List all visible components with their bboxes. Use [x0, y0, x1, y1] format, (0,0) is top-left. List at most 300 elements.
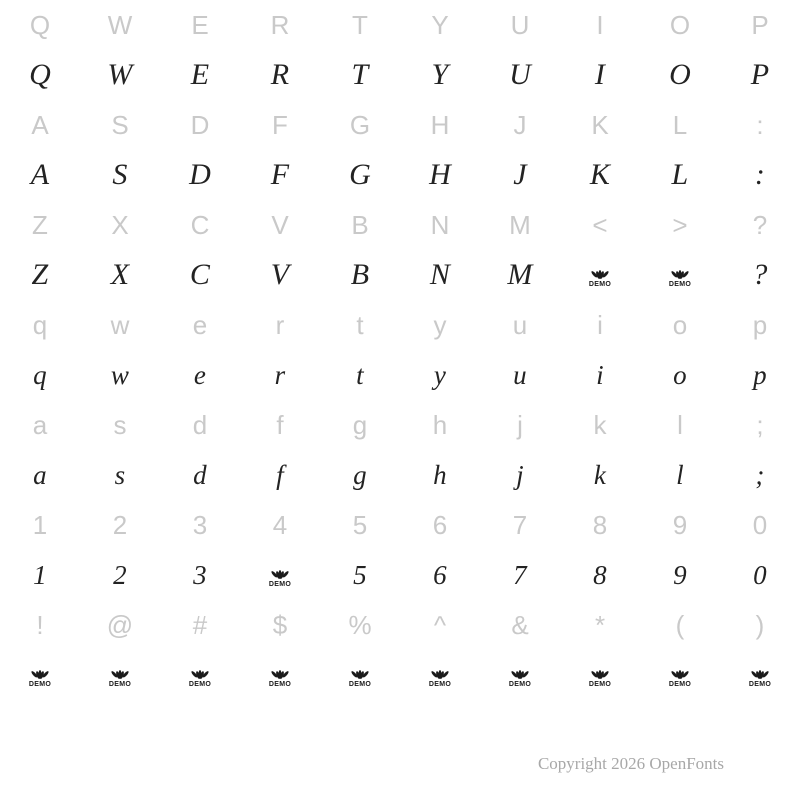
key-label	[640, 600, 720, 650]
glyph-char: I	[594, 58, 606, 91]
glyph-char: F	[270, 158, 290, 191]
demo-locked-glyph	[560, 650, 640, 700]
key-char: W	[107, 10, 133, 40]
demo-word: DEMO	[268, 581, 292, 588]
key-label	[480, 100, 560, 150]
key-char: 5	[352, 510, 368, 540]
glyph-char: E	[190, 58, 210, 91]
key-label	[240, 300, 320, 350]
glyph-sample	[400, 150, 480, 200]
key-label	[720, 400, 800, 450]
glyph-char: a	[33, 459, 47, 490]
key-label	[0, 200, 80, 250]
demo-word: DEMO	[748, 681, 772, 688]
glyph-char: ;	[755, 459, 765, 490]
key-char: >	[672, 210, 688, 240]
key-label	[400, 0, 480, 50]
key-char: y	[433, 310, 447, 340]
demo-ornament-icon	[583, 662, 617, 688]
demo-locked-glyph	[560, 250, 640, 300]
key-label	[480, 600, 560, 650]
key-label	[320, 0, 400, 50]
glyph-char: w	[110, 359, 130, 390]
key-char: )	[755, 610, 765, 640]
key-label	[240, 500, 320, 550]
glyph-char: Q	[29, 58, 51, 91]
glyph-sample	[720, 450, 800, 500]
demo-ornament-icon	[503, 662, 537, 688]
glyph-char: q	[33, 359, 47, 390]
glyph-sample	[80, 350, 160, 400]
key-char: 6	[432, 510, 448, 540]
glyph-char: P	[750, 58, 770, 91]
leaf-sprig-icon	[267, 567, 293, 579]
key-char: a	[32, 410, 48, 440]
key-char: 4	[272, 510, 288, 540]
glyph-char: 9	[673, 559, 687, 590]
glyph-sample	[480, 350, 560, 400]
demo-locked-glyph	[160, 650, 240, 700]
glyph-sample	[80, 450, 160, 500]
glyph-char: 0	[753, 559, 767, 590]
demo-word: DEMO	[28, 681, 52, 688]
key-label	[320, 600, 400, 650]
key-label	[160, 0, 240, 50]
glyph-char: 1	[33, 559, 47, 590]
key-char: T	[352, 10, 368, 40]
key-char: &	[511, 610, 529, 640]
key-char: 1	[32, 510, 48, 540]
key-label	[320, 100, 400, 150]
glyph-char: h	[433, 459, 447, 490]
glyph-sample	[320, 350, 400, 400]
key-char: Z	[32, 210, 48, 240]
glyph-char: 3	[193, 559, 207, 590]
glyph-char: U	[509, 58, 531, 91]
glyph-sample	[640, 50, 720, 100]
key-char: h	[432, 410, 448, 440]
glyph-char: B	[350, 258, 370, 291]
glyph-char: r	[274, 359, 286, 390]
glyph-sample	[0, 250, 80, 300]
demo-locked-glyph	[640, 250, 720, 300]
key-char: 2	[112, 510, 128, 540]
glyph-sample	[640, 150, 720, 200]
key-char: (	[675, 610, 685, 640]
key-label	[560, 0, 640, 50]
key-char: X	[111, 210, 129, 240]
key-char: e	[192, 310, 208, 340]
glyph-sample	[160, 350, 240, 400]
glyph-sample	[80, 250, 160, 300]
glyph-char: L	[671, 158, 689, 191]
glyph-sample	[720, 350, 800, 400]
key-label	[0, 0, 80, 50]
glyph-sample	[560, 550, 640, 600]
glyph-sample	[80, 550, 160, 600]
demo-ornament-icon	[183, 662, 217, 688]
key-label	[640, 0, 720, 50]
key-char: N	[430, 210, 450, 240]
key-char: :	[756, 110, 764, 140]
key-char: G	[349, 110, 371, 140]
demo-ornament-icon	[103, 662, 137, 688]
key-char: f	[276, 410, 284, 440]
key-label	[80, 500, 160, 550]
key-label	[720, 500, 800, 550]
glyph-char: j	[516, 459, 524, 490]
key-label	[80, 0, 160, 50]
glyph-sample	[240, 150, 320, 200]
key-label	[560, 200, 640, 250]
key-char: #	[192, 610, 208, 640]
demo-ornament-icon	[663, 662, 697, 688]
glyph-sample	[400, 250, 480, 300]
key-char: j	[517, 410, 523, 440]
glyph-char: 6	[433, 559, 447, 590]
glyph-sample	[80, 50, 160, 100]
glyph-char: G	[349, 158, 371, 191]
glyph-char: M	[507, 258, 533, 291]
key-label	[0, 500, 80, 550]
key-char: <	[592, 210, 608, 240]
key-char: Y	[431, 10, 449, 40]
demo-word: DEMO	[268, 681, 292, 688]
key-label	[720, 100, 800, 150]
glyph-sample	[320, 450, 400, 500]
key-char: I	[596, 10, 604, 40]
key-char: E	[191, 10, 209, 40]
glyph-sample	[160, 150, 240, 200]
key-char: V	[271, 210, 289, 240]
glyph-char: d	[193, 459, 207, 490]
key-char: P	[751, 10, 769, 40]
glyph-char: o	[673, 359, 687, 390]
key-label	[160, 300, 240, 350]
key-label	[720, 0, 800, 50]
key-label	[400, 200, 480, 250]
key-char: U	[510, 10, 530, 40]
glyph-sample	[720, 50, 800, 100]
key-char: i	[597, 310, 603, 340]
glyph-char: S	[112, 158, 128, 191]
key-label	[240, 100, 320, 150]
key-label	[160, 500, 240, 550]
glyph-sample	[0, 150, 80, 200]
glyph-char: u	[513, 359, 527, 390]
key-label	[160, 100, 240, 150]
key-char: o	[672, 310, 688, 340]
demo-locked-glyph	[720, 650, 800, 700]
key-char: q	[32, 310, 48, 340]
glyph-char: H	[429, 158, 451, 191]
glyph-char: y	[433, 359, 447, 390]
glyph-char: ?	[752, 258, 768, 291]
key-label	[240, 600, 320, 650]
key-char: l	[677, 410, 683, 440]
glyph-sample	[0, 350, 80, 400]
key-label	[480, 300, 560, 350]
demo-word: DEMO	[668, 281, 692, 288]
glyph-char: K	[589, 158, 611, 191]
glyph-char: 2	[113, 559, 127, 590]
glyph-sample	[400, 350, 480, 400]
key-label	[480, 500, 560, 550]
key-label	[480, 400, 560, 450]
key-char: r	[275, 310, 285, 340]
glyph-char: 8	[593, 559, 607, 590]
key-label	[80, 400, 160, 450]
demo-ornament-icon	[263, 662, 297, 688]
glyph-char: O	[669, 58, 691, 91]
key-char: R	[270, 10, 290, 40]
key-label	[0, 600, 80, 650]
glyph-sample	[0, 550, 80, 600]
glyph-sample	[640, 350, 720, 400]
demo-word: DEMO	[348, 681, 372, 688]
glyph-char: g	[353, 459, 367, 490]
key-label	[640, 200, 720, 250]
demo-ornament-icon	[23, 662, 57, 688]
leaf-sprig-icon	[187, 667, 213, 679]
key-char: 7	[512, 510, 528, 540]
glyph-sample	[240, 350, 320, 400]
key-label	[320, 500, 400, 550]
key-label	[160, 200, 240, 250]
key-char: !	[36, 610, 44, 640]
demo-locked-glyph	[0, 650, 80, 700]
glyph-sample	[80, 150, 160, 200]
glyph-sample	[560, 50, 640, 100]
key-label	[640, 300, 720, 350]
glyph-char: p	[753, 359, 767, 390]
demo-locked-glyph	[240, 650, 320, 700]
key-label	[80, 100, 160, 150]
key-char: g	[352, 410, 368, 440]
leaf-sprig-icon	[667, 667, 693, 679]
glyph-sample	[320, 150, 400, 200]
leaf-sprig-icon	[107, 667, 133, 679]
glyph-sample	[400, 50, 480, 100]
key-label	[480, 200, 560, 250]
key-label	[720, 200, 800, 250]
leaf-sprig-icon	[267, 667, 293, 679]
glyph-char: C	[189, 258, 211, 291]
glyph-char: A	[30, 158, 50, 191]
glyph-char: 5	[353, 559, 367, 590]
key-char: H	[430, 110, 450, 140]
glyph-char: Z	[31, 258, 49, 291]
key-label	[160, 600, 240, 650]
glyph-sample	[160, 450, 240, 500]
key-char: u	[512, 310, 528, 340]
key-char: K	[591, 110, 609, 140]
key-char: F	[272, 110, 288, 140]
key-char: 8	[592, 510, 608, 540]
key-label	[240, 400, 320, 450]
demo-ornament-icon	[663, 262, 697, 288]
key-char: 9	[672, 510, 688, 540]
glyph-char: s	[114, 459, 126, 490]
glyph-char: Y	[431, 58, 449, 91]
key-label	[480, 0, 560, 50]
glyph-char: X	[110, 258, 130, 291]
glyph-sample	[320, 550, 400, 600]
leaf-sprig-icon	[587, 267, 613, 279]
leaf-sprig-icon	[587, 667, 613, 679]
glyph-sample	[640, 550, 720, 600]
key-label	[560, 500, 640, 550]
key-char: O	[669, 10, 691, 40]
key-label	[640, 500, 720, 550]
glyph-char: f	[276, 459, 284, 490]
glyph-char: D	[189, 158, 211, 191]
glyph-sample	[720, 550, 800, 600]
glyph-char: N	[429, 258, 451, 291]
key-label	[400, 600, 480, 650]
glyph-char: R	[270, 58, 290, 91]
leaf-sprig-icon	[427, 667, 453, 679]
glyph-char: W	[107, 58, 133, 91]
demo-locked-glyph	[240, 550, 320, 600]
key-label	[400, 500, 480, 550]
key-char: k	[593, 410, 607, 440]
key-label	[560, 300, 640, 350]
glyph-sample	[240, 50, 320, 100]
glyph-sample	[640, 450, 720, 500]
key-label	[80, 200, 160, 250]
key-label	[400, 300, 480, 350]
glyph-sample	[240, 450, 320, 500]
key-char: p	[752, 310, 768, 340]
key-char: D	[190, 110, 210, 140]
key-label	[720, 600, 800, 650]
demo-word: DEMO	[508, 681, 532, 688]
key-char: L	[672, 110, 688, 140]
key-label	[560, 400, 640, 450]
glyph-sample	[720, 150, 800, 200]
key-label	[400, 400, 480, 450]
glyph-sample	[160, 250, 240, 300]
glyph-sample	[0, 450, 80, 500]
glyph-sample	[320, 50, 400, 100]
glyph-sample	[560, 450, 640, 500]
key-char: ?	[752, 210, 768, 240]
demo-ornament-icon	[343, 662, 377, 688]
demo-ornament-icon	[423, 662, 457, 688]
glyph-char: J	[513, 158, 527, 191]
demo-locked-glyph	[320, 650, 400, 700]
demo-word: DEMO	[588, 281, 612, 288]
key-label	[240, 200, 320, 250]
glyph-sample	[560, 350, 640, 400]
key-char: d	[192, 410, 208, 440]
glyph-char: T	[351, 58, 369, 91]
key-char: ^	[433, 610, 447, 640]
key-char: w	[110, 310, 130, 340]
glyph-sample	[720, 250, 800, 300]
glyph-char: i	[596, 359, 604, 390]
leaf-sprig-icon	[27, 667, 53, 679]
key-label	[400, 100, 480, 150]
key-char: s	[113, 410, 127, 440]
glyph-sample	[0, 50, 80, 100]
key-label	[560, 600, 640, 650]
key-label	[320, 400, 400, 450]
glyph-sample	[480, 150, 560, 200]
glyph-char: k	[593, 459, 607, 490]
key-label	[560, 100, 640, 150]
key-char: ;	[756, 410, 764, 440]
key-label	[240, 0, 320, 50]
key-char: $	[272, 610, 288, 640]
demo-word: DEMO	[428, 681, 452, 688]
key-char: Q	[29, 10, 51, 40]
copyright-footer: Copyright 2026 OpenFonts	[537, 754, 724, 773]
demo-word: DEMO	[668, 681, 692, 688]
key-char: M	[509, 210, 531, 240]
key-label	[0, 400, 80, 450]
demo-locked-glyph	[400, 650, 480, 700]
key-char: S	[111, 110, 129, 140]
leaf-sprig-icon	[667, 267, 693, 279]
glyph-sample	[320, 250, 400, 300]
key-label	[80, 600, 160, 650]
key-char: C	[190, 210, 210, 240]
key-char: t	[356, 310, 364, 340]
glyph-sample	[400, 450, 480, 500]
demo-word: DEMO	[188, 681, 212, 688]
key-char: A	[31, 110, 49, 140]
key-char: B	[351, 210, 369, 240]
key-label	[640, 400, 720, 450]
key-char: J	[513, 110, 527, 140]
glyph-sample	[400, 550, 480, 600]
demo-locked-glyph	[640, 650, 720, 700]
leaf-sprig-icon	[347, 667, 373, 679]
demo-ornament-icon	[583, 262, 617, 288]
key-label	[320, 300, 400, 350]
key-label	[320, 200, 400, 250]
glyph-sample	[240, 250, 320, 300]
demo-ornament-icon	[743, 662, 777, 688]
glyph-sample	[160, 550, 240, 600]
glyph-char: l	[676, 459, 684, 490]
glyph-char: e	[193, 359, 207, 390]
demo-word: DEMO	[588, 681, 612, 688]
key-char: 0	[752, 510, 768, 540]
key-label	[0, 100, 80, 150]
glyph-sample	[560, 150, 640, 200]
glyph-sample	[480, 250, 560, 300]
key-label	[0, 300, 80, 350]
glyph-sample	[480, 450, 560, 500]
key-char: *	[594, 610, 606, 640]
glyph-char: V	[270, 258, 290, 291]
glyph-char: t	[356, 359, 364, 390]
demo-word: DEMO	[108, 681, 132, 688]
key-char: 3	[192, 510, 208, 540]
glyph-char: :	[754, 158, 766, 191]
key-char: %	[348, 610, 372, 640]
key-label	[720, 300, 800, 350]
demo-ornament-icon	[263, 562, 297, 588]
glyph-sample	[480, 50, 560, 100]
leaf-sprig-icon	[747, 667, 773, 679]
key-label	[80, 300, 160, 350]
key-char: @	[106, 610, 134, 640]
key-label	[640, 100, 720, 150]
